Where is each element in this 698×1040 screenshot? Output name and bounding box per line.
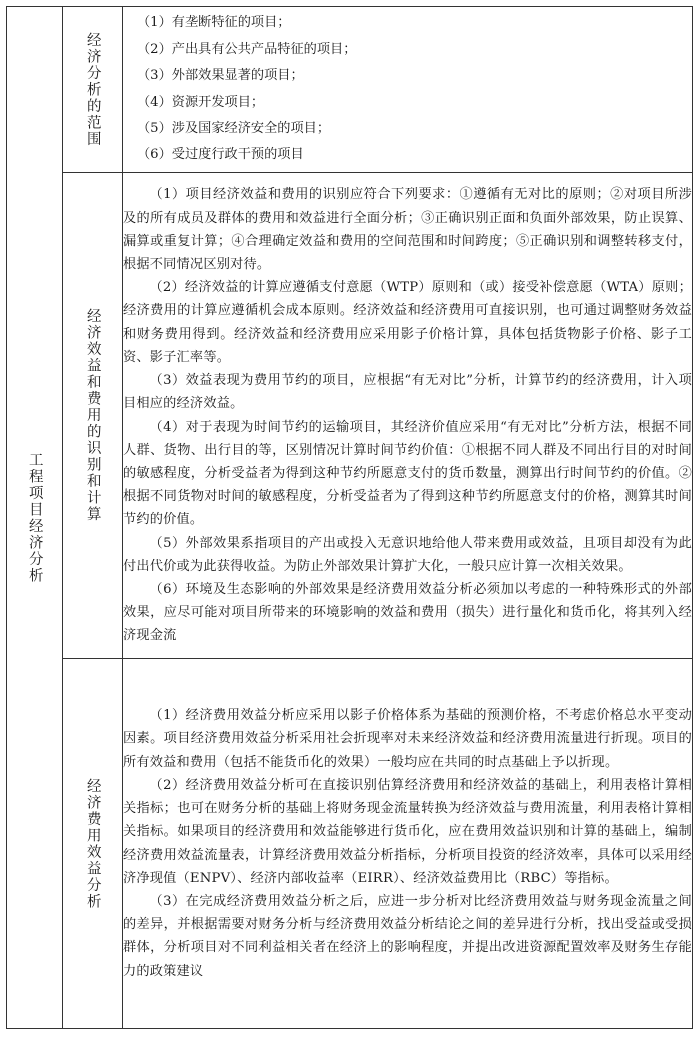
section-label-identification: 经济效益和费用的识别和计算: [84, 308, 101, 523]
paragraph: （2）经济费用效益分析可在直接识别估算经济费用和经济效益的基础上，利用表格计算相关指标；也可在财务分析的基础上将财务现金流量转换为经济效益与费用流量，利用表格计算相关指标。如果项目的经济费用和效益能够进行货币化，应在费用效益识别和计算的基础上，编制经济费用效益流量表，计算经济费用效益分析指标，分析项目投资的经济效率，具体可以采用经济净现值（ENPV）、经济内部收益率（EIRR）、经济效益费用比（RBC）等指标。: [123, 777, 692, 886]
section-label-scope: 经济分析的范围: [84, 31, 101, 148]
section-label-cell-scope: [63, 7, 123, 173]
paragraph: （6）环境及生态影响的外部效果是经济费用效益分析必须加以考虑的一种特殊形式的外部效果，应尽可能对项目所带来的环境影响的效益和费用（损失）进行量化和货币化，将其列入经济现金流: [123, 581, 692, 644]
analysis-table: [6, 6, 693, 1029]
list-item: （1）有垄断特征的项目；: [137, 15, 291, 31]
list-item: （5）涉及国家经济安全的项目；: [137, 120, 331, 136]
table-row-identification: [7, 173, 693, 659]
list-item: （2）产出具有公共产品特征的项目；: [137, 41, 357, 57]
list-item: （3）外部效果显著的项目；: [137, 68, 304, 84]
section-content-cost-benefit: [123, 659, 693, 1029]
section-label-cost-benefit: 经济费用效益分析: [84, 777, 101, 910]
paragraph: （2）经济效益的计算应遵循支付意愿（WTP）原则和（或）接受补偿意愿（WTA）原则；经济费用的计算应遵循机会成本原则。经济效益和经济费用可直接识别，也可通过调整财务效益和财务费用得到。经济效益和经济费用应采用影子价格计算，具体包括货物影子价格、影子工资、影子汇率等。: [123, 280, 692, 365]
paragraph: （4）对于表现为时间节约的运输项目，其经济价值应采用“有无对比”分析方法，根据不同人群、货物、出行目的等，区别情况计算时间节约价值：①根据不同人群及不同出行目的对时间的敏感程度，分析受益者为得到这种节约所愿意支付的货币数量，测算出行时间节约的价值。②根据不同货物对时间的敏感程度，分析受益者为了得到这种节约所愿意支付的价格，测算其时间节约的价值。: [123, 419, 692, 528]
section-content-scope: [123, 7, 693, 173]
list-item: （4）资源开发项目；: [137, 94, 265, 110]
section-label-cell-identification: [63, 173, 123, 659]
table-row-cost-benefit: [7, 659, 693, 1029]
section-label-cell-cost-benefit: [63, 659, 123, 1029]
list-item: （6）受过度行政干预的项目: [137, 147, 304, 163]
paragraph: （1）项目经济效益和费用的识别应符合下列要求：①遵循有无对比的原则；②对项目所涉及的所有成员及群体的费用和效益进行全面分析；③正确识别正面和负面外部效果，防止误算、漏算或重复计算；④合理确定效益和费用的空间范围和时间跨度；⑤正确识别和调整转移支付，根据不同情况区别对待。: [123, 187, 692, 273]
side-label: 工程项目经济分析: [26, 451, 43, 584]
section-content-identification: [123, 173, 693, 659]
paragraph: （3）效益表现为费用节约的项目，应根据“有无对比”分析，计算节约的经济费用，计入项目相应的经济效益。: [123, 373, 692, 412]
table-row-scope: [7, 7, 693, 173]
paragraph: （5）外部效果系指项目的产出或投入无意识地给他人带来费用或效益，且项目却没有为此付出代价或为此获得收益。为防止外部效果计算扩大化，一般只应计算一次相关效果。: [123, 535, 692, 574]
paragraph: （1）经济费用效益分析应采用以影子价格体系为基础的预测价格，不考虑价格总水平变动因素。项目经济费用效益分析采用社会折现率对未来经济效益和经济费用流量进行折现。项目的所有效益和费用（包括不能货币化的效果）一般均应在共同的时点基础上予以折现。: [123, 708, 692, 770]
side-label-cell: [7, 7, 63, 1029]
paragraph: （3）在完成经济费用效益分析之后，应进一步分析对比经济费用效益与财务现金流量之间的差异，并根据需要对财务分析与经济费用效益分析结论之间的差异进行分析，找出受益或受损群体，分析项目对不同利益相关者在经济上的影响程度，并提出改进资源配置效率及财务生存能力的政策建议: [123, 893, 692, 979]
